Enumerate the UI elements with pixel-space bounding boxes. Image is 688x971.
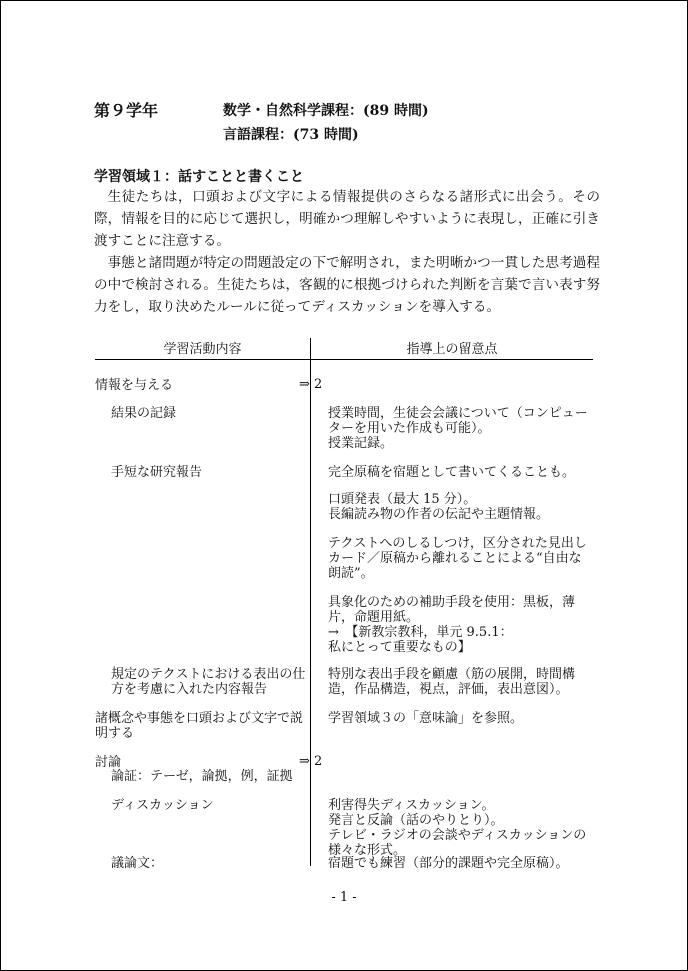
learning-area-title: 学習領域１：話すことと書くこと <box>94 169 304 185</box>
table-row-right: 具象化のための補助手段を使用：黒板，薄片，命題用紙。 <box>328 595 576 625</box>
column-header-activities: 学習活動内容 <box>163 342 242 357</box>
table-row-left: 論証：テーゼ，論拠，例，証拠 <box>111 769 293 784</box>
language-course-hours: 言語課程：(73 時間) <box>223 127 359 143</box>
table-row-right: 完全原稿を宿題として書いてくることも。 <box>328 465 576 480</box>
table-row-right: 学習領域３の「意味論」を参照。 <box>328 711 524 726</box>
table-row-left: ディスカッション <box>111 798 214 813</box>
intro-paragraph-2: 事態と諸問題が特定の問題設定の下で解明され，また明晰かつ一貫した思考過程の中で検討される。生徒たちは，客観的に根拠づけられた判断を言葉で言い表す努力をし，取り決めたルールに従ってディスカッションを導入する。 <box>94 255 600 315</box>
table-row-left: 討論 <box>95 755 122 770</box>
table-column-divider <box>310 338 311 866</box>
table-row-left: 結果の記録 <box>111 406 177 421</box>
table-row-right: 利害得失ディスカッション。 発言と反論（話のやりとり）。 テレビ・ラジオの会談やディスカッションの様々な形式。 <box>328 798 587 858</box>
arrow-reference-1: ⇒ 2 <box>299 377 323 392</box>
table-row-left: 手短な研究報告 <box>111 465 203 480</box>
table-row-left: 議論文： <box>111 856 164 871</box>
table-header-divider <box>95 359 593 360</box>
table-row-left: 諸概念や事態を口頭および文字で説明する <box>95 711 304 741</box>
column-header-notes: 指導上の留意点 <box>406 342 498 357</box>
table-row-right: → 【新教宗教科，単元 9.5.1： 私にとって重要なもの】 <box>328 625 513 655</box>
table-row-left: 情報を与える <box>95 378 174 393</box>
table-row-right: 口頭発表（最大 15 分）。 長編読み物の作者の伝記や主題情報。 <box>328 492 550 522</box>
arrow-reference-2: ⇒ 2 <box>299 754 323 769</box>
grade-heading: 第９学年 <box>94 101 159 120</box>
table-row-right: 宿題でも練習（部分的課題や完全原稿）。 <box>328 856 569 871</box>
page-number: - 1 - <box>331 890 357 905</box>
table-row-right: 特別な表出手段を顧慮（筋の展開，時間構造，作品構造，視点，評価，表出意図）。 <box>328 667 576 697</box>
table-row-right: 授業時間，生徒会会議について（コンピューターを用いた作成も可能）。 授業記録。 <box>328 406 588 451</box>
table-row-left: 規定のテクストにおける表出の仕方を考慮に入れた内容報告 <box>111 667 306 697</box>
intro-paragraph-1: 生徒たちは，口頭および文字による情報提供のさらなる諸形式に出会う。その際，情報を目的に応じて選択し，明確かつ理解しやすいように表現し，正確に引き渡すことに注意する。 <box>94 189 600 249</box>
table-row-right: テクストへのしるしつけ，区分された見出しカード／原稿から離れることによる“自由な朗読”。 <box>328 536 587 581</box>
math-course-hours: 数学・自然科学課程：(89 時間) <box>223 103 429 119</box>
